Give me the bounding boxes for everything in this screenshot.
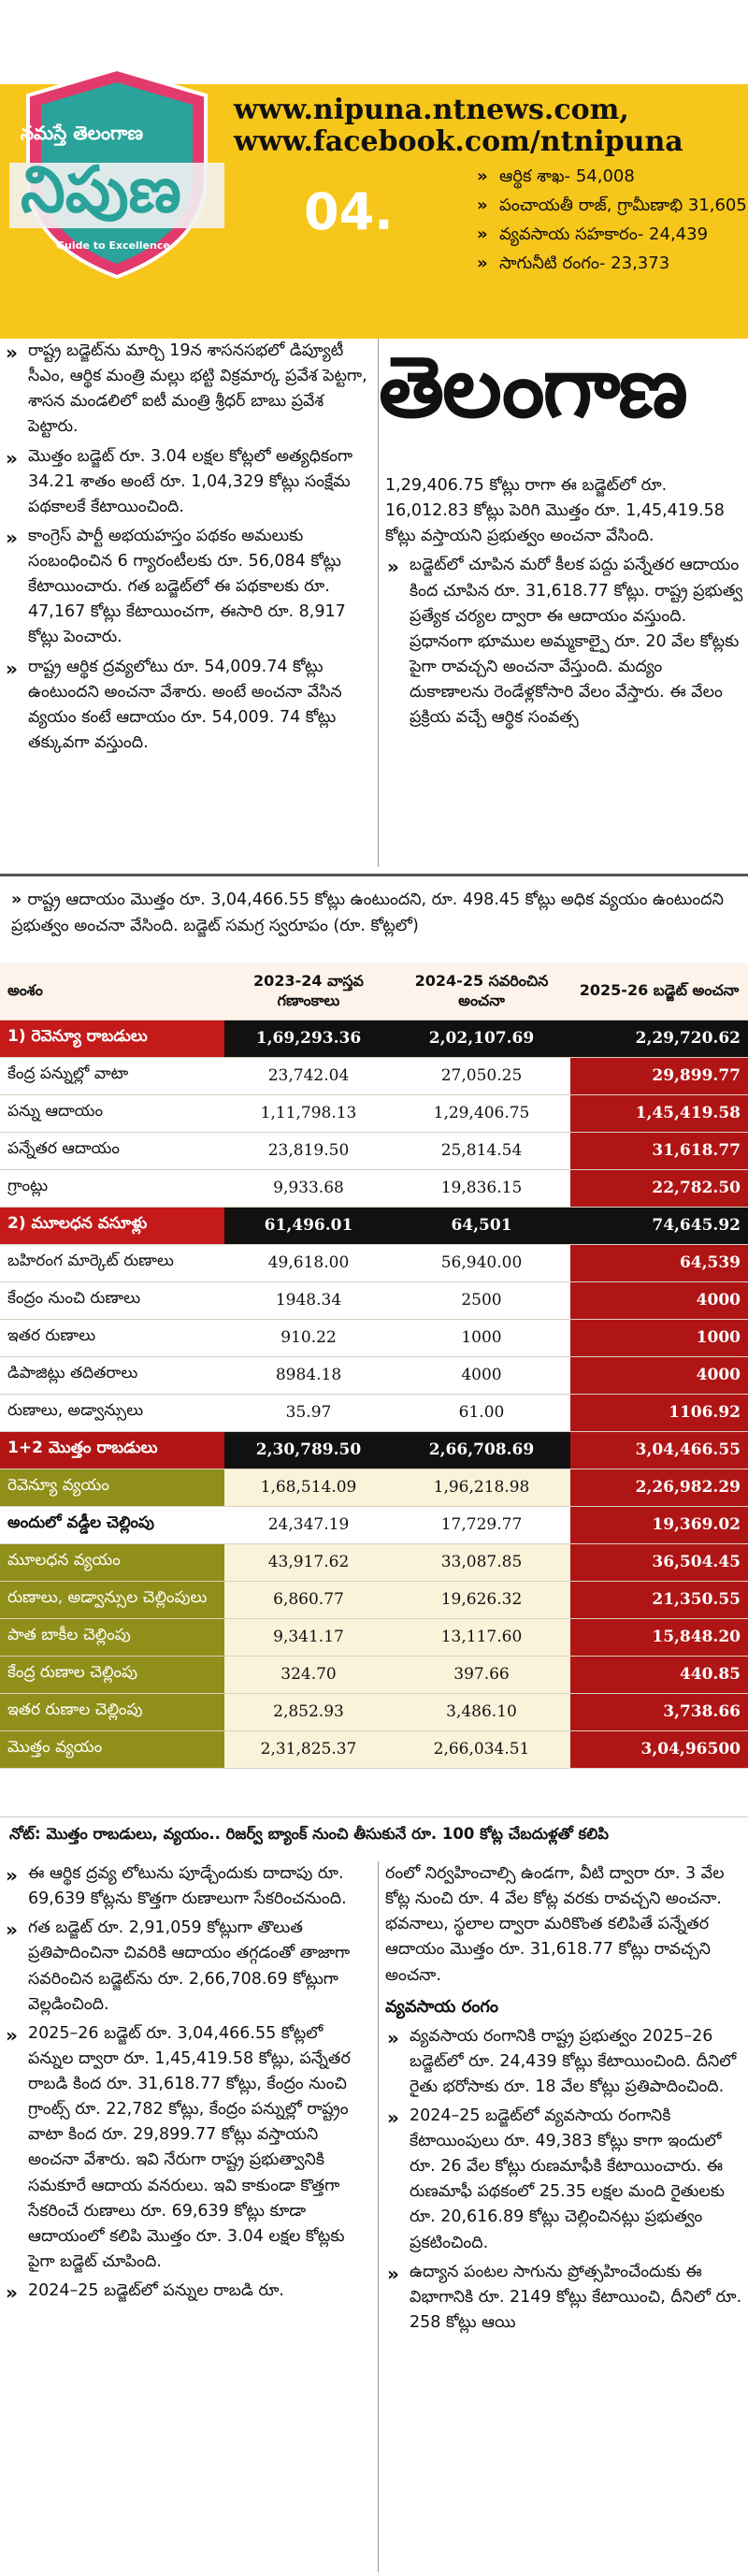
cell-2024-25: 61.00 — [393, 1394, 570, 1431]
arrow-icon: » — [11, 890, 22, 909]
cell-2023-24: 2,31,825.37 — [224, 1730, 393, 1768]
table-row — [0, 1431, 748, 1469]
row-label: 1) రెవెన్యూ రాబడులు — [0, 1020, 224, 1057]
cell-2023-24: 324.70 — [224, 1656, 393, 1693]
cell-2023-24: 35.97 — [224, 1394, 393, 1431]
row-label: 1+2 మొత్తం రాబడులు — [0, 1431, 224, 1469]
cell-2023-24: 1,69,293.36 — [224, 1020, 393, 1057]
cell-2023-24: 9,341.17 — [224, 1618, 393, 1656]
cell-2025-26: 1106.92 — [570, 1394, 748, 1431]
cell-2025-26: 4000 — [570, 1356, 748, 1394]
article-paragraph: » 2024–25 బడ్జెట్‌లో పన్నుల రాబడి రూ. — [4, 2279, 373, 2304]
row-label: పాత బాకీల చెల్లింపు — [0, 1618, 224, 1656]
intro-text: రాష్ట్ర ఆదాయం మొత్తం రూ. 3,04,466.55 కోట్లు ఉంటుందని, రూ. 498.45 కోట్లు అధిక వ్యయం ఉంటుందని ప్రభుత్వం అంచనా వేసింది. బడ్జెట్ సమగ్ర స్వరూపం (రూ. కోట్లలో) — [11, 890, 724, 935]
cell-2024-25: 1,96,218.98 — [393, 1469, 570, 1506]
row-label: రుణాలు, అడ్వాన్సుల చెల్లింపులు — [0, 1581, 224, 1618]
row-label: రెవెన్యూ వ్యయం — [0, 1469, 224, 1506]
facebook-link[interactable]: www.facebook.com/ntnipuna — [234, 125, 683, 158]
table-row — [0, 1693, 748, 1730]
row-label: కేంద్ర పన్నుల్లో వాటా — [0, 1057, 224, 1094]
cell-2025-26: 4000 — [570, 1281, 748, 1319]
cell-2023-24: 2,852.93 — [224, 1693, 393, 1730]
cell-2025-26: 19,369.02 — [570, 1506, 748, 1543]
row-label: మూలధన వ్యయం — [0, 1543, 224, 1581]
article-paragraph: రంలో నిర్వహించాల్సి ఉండగా, వీటి ద్వారా రూ. 3 వేల కోట్ల నుంచి రూ. 4 వేల కోట్ల వరకు రావచ్చని అంచనా. భవనాలు, స్థలాల ద్వారా మరికొంత కలిపితే పన్నేతర ఆదాయం మొత్తం రూ. 31,618.77 కోట్లు రావచ్చని అంచనా. — [385, 1864, 725, 1985]
cell-2023-24: 1,11,798.13 — [224, 1094, 393, 1132]
bottom-left-column — [4, 1861, 373, 2308]
cell-2023-24: 9,933.68 — [224, 1169, 393, 1207]
cell-2025-26: 1,45,419.58 — [570, 1094, 748, 1132]
header-bullet: » సాగునీటి రంగం- 23,373 — [477, 251, 748, 276]
cell-2025-26: 64,539 — [570, 1244, 748, 1281]
bottom-right-column — [385, 1861, 746, 2339]
cell-2024-25: 2,02,107.69 — [393, 1020, 570, 1057]
row-label: పన్నేతర ఆదాయం — [0, 1132, 224, 1169]
cell-2024-25: 27,050.25 — [393, 1057, 570, 1094]
table-row — [0, 1394, 748, 1431]
cell-2024-25: 25,814.54 — [393, 1132, 570, 1169]
article-paragraph: » బడ్జెట్‌లో చూపిన మరో కీలక పద్దు పన్నేతర ఆదాయం కింద చూపిన రూ. 31,618.77 కోట్లు. రాష్ట్ర ప్రభుత్వ ప్రత్యేక చర్యల ద్వారా ఈ ఆదాయం వస్తుంది. ప్రధానంగా భూముల అమ్మకాల్పై రూ. 20 వేల కోట్లకు పైగా రావచ్చని అంచనా వేస్తుంది. మద్యం దుకాణాలను రెండేళ్లకోసారి వేలం వేస్తారు. ఈ వేలం ప్రక్రియ వచ్చే ఆర్థిక సంవత్స — [385, 553, 746, 731]
table-row — [0, 1618, 748, 1656]
cell-2025-26: 22,782.50 — [570, 1169, 748, 1207]
issue-number: 04. — [304, 182, 394, 241]
cell-2023-24: 6,860.77 — [224, 1581, 393, 1618]
cell-2023-24: 2,30,789.50 — [224, 1431, 393, 1469]
article-paragraph: » రాష్ట్ర బడ్జెట్‌ను మార్చి 19న శాసనసభలో డిప్యూటీ సీఎం, ఆర్థిక మంత్రి మల్లు భట్టి విక్రమార్క ప్రవేశ పెట్టగా, శాసన మండలిలో ఐటీ మంత్రి శ్రీధర్ బాబు ప్రవేశ పెట్టారు. — [4, 339, 373, 441]
row-label: డిపాజిట్లు తదితరాలు — [0, 1356, 224, 1394]
row-label: పన్ను ఆదాయం — [0, 1094, 224, 1132]
section-heading: వ్యవసాయ రంగం — [385, 1996, 499, 2017]
cell-2025-26: 74,645.92 — [570, 1207, 748, 1244]
right-article-column — [385, 473, 746, 734]
cell-2023-24: 43,917.62 — [224, 1543, 393, 1581]
header-bullet: » పంచాయతీ రాజ్, గ్రామీణాభి 31,605 — [477, 193, 748, 218]
cell-2023-24: 49,618.00 — [224, 1244, 393, 1281]
table-row — [0, 1244, 748, 1281]
logo-tagline: Guide to Excellence — [56, 239, 170, 252]
cell-2023-24: 8984.18 — [224, 1356, 393, 1394]
article-paragraph: » రాష్ట్ర ఆర్థిక ద్రవ్యలోటు రూ. 54,009.74 కోట్లు ఉంటుందని అంచనా వేశారు. అంటే అంచనా వేసిన వ్యయం కంటే ఆదాయం రూ. 54,009. 74 కోట్లు తక్కువగా వస్తుంది. — [4, 655, 373, 757]
table-row — [0, 1469, 748, 1506]
cell-2023-24: 23,742.04 — [224, 1057, 393, 1094]
row-label: కేంద్ర రుణాల చెల్లింపు — [0, 1656, 224, 1693]
cell-2023-24: 24,347.19 — [224, 1506, 393, 1543]
table-row — [0, 1543, 748, 1581]
cell-2025-26: 29,899.77 — [570, 1057, 748, 1094]
cell-2024-25: 2,66,708.69 — [393, 1431, 570, 1469]
cell-2024-25: 33,087.85 — [393, 1543, 570, 1581]
cell-2024-25: 2500 — [393, 1281, 570, 1319]
table-header: అంశం — [0, 963, 224, 1020]
header-bullet-list — [477, 164, 748, 280]
cell-2024-25: 2,66,034.51 — [393, 1730, 570, 1768]
article-paragraph: » కాంగ్రెస్ పార్టీ అభయహస్తం పథకం అమలుకు సంబంధించిన 6 గ్యారంటీలకు రూ. 56,084 కోట్లు కేటాయించారు. గత బడ్జెట్‌లో ఈ పథకాలకు రూ. 47,167 కోట్లు కేటాయించగా, ఈసారి రూ. 8,917 కోట్లు పెంచారు. — [4, 524, 373, 651]
cell-2024-25: 19,836.15 — [393, 1169, 570, 1207]
cell-2025-26: 36,504.45 — [570, 1543, 748, 1581]
row-label: మొత్తం వ్యయం — [0, 1730, 224, 1768]
cell-2024-25: 1000 — [393, 1319, 570, 1356]
cell-2025-26: 3,738.66 — [570, 1693, 748, 1730]
logo-main-text: నిపుణ — [21, 153, 181, 227]
table-row — [0, 1281, 748, 1319]
table-row — [0, 1169, 748, 1207]
cell-2023-24: 61,496.01 — [224, 1207, 393, 1244]
row-label: ఇతర రుణాలు — [0, 1319, 224, 1356]
article-paragraph: » గత బడ్జెట్ రూ. 2,91,059 కోట్లుగా తొలుత ప్రతిపాదించినా చివరికి ఆదాయం తగ్గడంతో తాజాగా సవరించిన బడ్జెట్‌ను రూ. 2,66,708.69 కోట్లుగా వెల్లడించింది. — [4, 1916, 373, 2018]
cell-2023-24: 1948.34 — [224, 1281, 393, 1319]
table-row — [0, 1356, 748, 1394]
logo-top-text: నమస్తే తెలంగాణ — [21, 122, 144, 144]
cell-2023-24: 910.22 — [224, 1319, 393, 1356]
row-label: 2) మూలధన వసూళ్లు — [0, 1207, 224, 1244]
table-row — [0, 1581, 748, 1618]
table-row — [0, 1207, 748, 1244]
table-row — [0, 1506, 748, 1543]
cell-2025-26: 2,29,720.62 — [570, 1020, 748, 1057]
table-row — [0, 1730, 748, 1768]
cell-2025-26: 440.85 — [570, 1656, 748, 1693]
cell-2025-26: 31,618.77 — [570, 1132, 748, 1169]
cell-2024-25: 19,626.32 — [393, 1581, 570, 1618]
article-paragraph: » వ్యవసాయ రంగానికి రాష్ట్ర ప్రభుత్వం 2025–26 బడ్జెట్‌లో రూ. 24,439 కోట్లు కేటాయించింది. దీనిలో రైతు భరోసాకు రూ. 18 వేల కోట్లు ప్రతిపాదించింది. — [385, 2024, 746, 2100]
table-row — [0, 1020, 748, 1057]
cell-2024-25: 397.66 — [393, 1656, 570, 1693]
cell-2024-25: 1,29,406.75 — [393, 1094, 570, 1132]
column-divider — [378, 1861, 379, 2572]
row-label: కేంద్రం నుంచి రుణాలు — [0, 1281, 224, 1319]
cell-2025-26: 15,848.20 — [570, 1618, 748, 1656]
page-title: తెలంగాణ — [379, 339, 686, 437]
article-paragraph: » ఈ ఆర్థిక ద్రవ్య లోటును పూడ్చేందుకు దాదాపు రూ. 69,639 కోట్లను కొత్తగా రుణాలుగా సేకరించనుంది. — [4, 1861, 373, 1912]
cell-2025-26: 2,26,982.29 — [570, 1469, 748, 1506]
cell-2025-26: 3,04,466.55 — [570, 1431, 748, 1469]
row-label: గ్రాంట్లు — [0, 1169, 224, 1207]
budget-table — [0, 963, 748, 1769]
table-intro — [0, 879, 748, 947]
table-header: 2025-26 బడ్జెట్ అంచనా — [570, 963, 748, 1020]
table-header-row — [0, 963, 748, 1020]
article-paragraph: » 2025–26 బడ్జెట్ రూ. 3,04,466.55 కోట్లలో పన్నుల ద్వారా రూ. 1,45,419.58 కోట్లు, పన్నేతర రాబడి కింద రూ. 31,618.77 కోట్లు, కేంద్రం నుంచి గ్రాంట్స్ రూ. 22,782 కోట్లు, కేంద్రం పన్నుల్లో రాష్ట్రం వాటా కింద రూ. 29,899.77 కోట్లు వస్తాయని అంచనా వేశారు. ఇవి నేరుగా రాష్ట్ర ప్రభుత్వానికి సమకూరే ఆదాయ వనరులు. ఇవి కాకుండా కొత్తగా సేకరించే రుణాలు రూ. 69,639 కోట్లు కూడా ఆదాయంలో కలిపి మొత్తం రూ. 3.04 లక్షల కోట్లకు పైగా బడ్జెట్ చూపింది. — [4, 2021, 373, 2275]
row-label: రుణాలు, అడ్వాన్సులు — [0, 1394, 224, 1431]
article-paragraph: » మొత్తం బడ్జెట్ రూ. 3.04 లక్షల కోట్లలో అత్యధికంగా 34.21 శాతం అంటే రూ. 1,04,329 కోట్లు సంక్షేమ పథకాలకే కేటాయించింది. — [4, 444, 373, 520]
cell-2025-26: 21,350.55 — [570, 1581, 748, 1618]
cell-2023-24: 1,68,514.09 — [224, 1469, 393, 1506]
row-label: ఇతర రుణాల చెల్లింపు — [0, 1693, 224, 1730]
table-row — [0, 1656, 748, 1693]
table-row — [0, 1057, 748, 1094]
header-bullet: » వ్యవసాయ సహకారం- 24,439 — [477, 222, 748, 247]
cell-2023-24: 23,819.50 — [224, 1132, 393, 1169]
left-article-column — [4, 339, 373, 760]
row-label: అందులో వడ్డీల చెల్లింపు — [0, 1506, 224, 1543]
table-row — [0, 1319, 748, 1356]
cell-2025-26: 3,04,96500 — [570, 1730, 748, 1768]
website-link[interactable]: www.nipuna.ntnews.com, — [234, 94, 629, 126]
table-header: 2024-25 సవరించిన అంచనా — [393, 963, 570, 1020]
row-label: బహిరంగ మార్కెట్ రుణాలు — [0, 1244, 224, 1281]
table-row — [0, 1132, 748, 1169]
cell-2025-26: 1000 — [570, 1319, 748, 1356]
article-paragraph: » 2024–25 బడ్జెట్‌లో వ్యవసాయ రంగానికి కేటాయింపులు రూ. 49,383 కోట్లు కాగా ఇందులో రూ. 26 వేల కోట్లు రుణమాఫీకి కేటాయించారు. ఈ రుణమాఫీ పథకంలో 25.35 లక్షల మంది రైతులకు రూ. 20,616.89 కోట్లు చెల్లించినట్లు ప్రభుత్వం ప్రకటించింది. — [385, 2104, 746, 2256]
cell-2024-25: 64,501 — [393, 1207, 570, 1244]
table-header: 2023-24 వాస్తవ గణాంకాలు — [224, 963, 393, 1020]
header-bullet: » ఆర్థిక శాఖ- 54,008 — [477, 164, 748, 189]
table-row — [0, 1094, 748, 1132]
cell-2024-25: 56,940.00 — [393, 1244, 570, 1281]
cell-2024-25: 17,729.77 — [393, 1506, 570, 1543]
article-paragraph: » ఉద్యాన పంటల సాగును ప్రోత్సహించేందుకు ఈ విభాగానికి రూ. 2149 కోట్లు కేటాయించి, దీనిలో రూ. 258 కోట్లు ఆయి — [385, 2260, 746, 2336]
cell-2024-25: 13,117.60 — [393, 1618, 570, 1656]
section-divider — [0, 874, 748, 876]
table-note: నోట్: మొత్తం రాబడులు, వ్యయం.. రిజర్వ్ బ్యాంక్ నుంచి తీసుకునే రూ. 100 కోట్ల చేబదుళ్లతో కలిపి — [0, 1816, 748, 1854]
cell-2024-25: 4000 — [393, 1356, 570, 1394]
article-paragraph: 1,29,406.75 కోట్లు రాగా ఈ బడ్జెట్‌లో రూ. 16,012.83 కోట్లు పెరిగి మొత్తం రూ. 1,45,419.58 కోట్లు వస్తాయని ప్రభుత్వం అంచనా వేసింది. — [385, 476, 725, 546]
cell-2024-25: 3,486.10 — [393, 1693, 570, 1730]
